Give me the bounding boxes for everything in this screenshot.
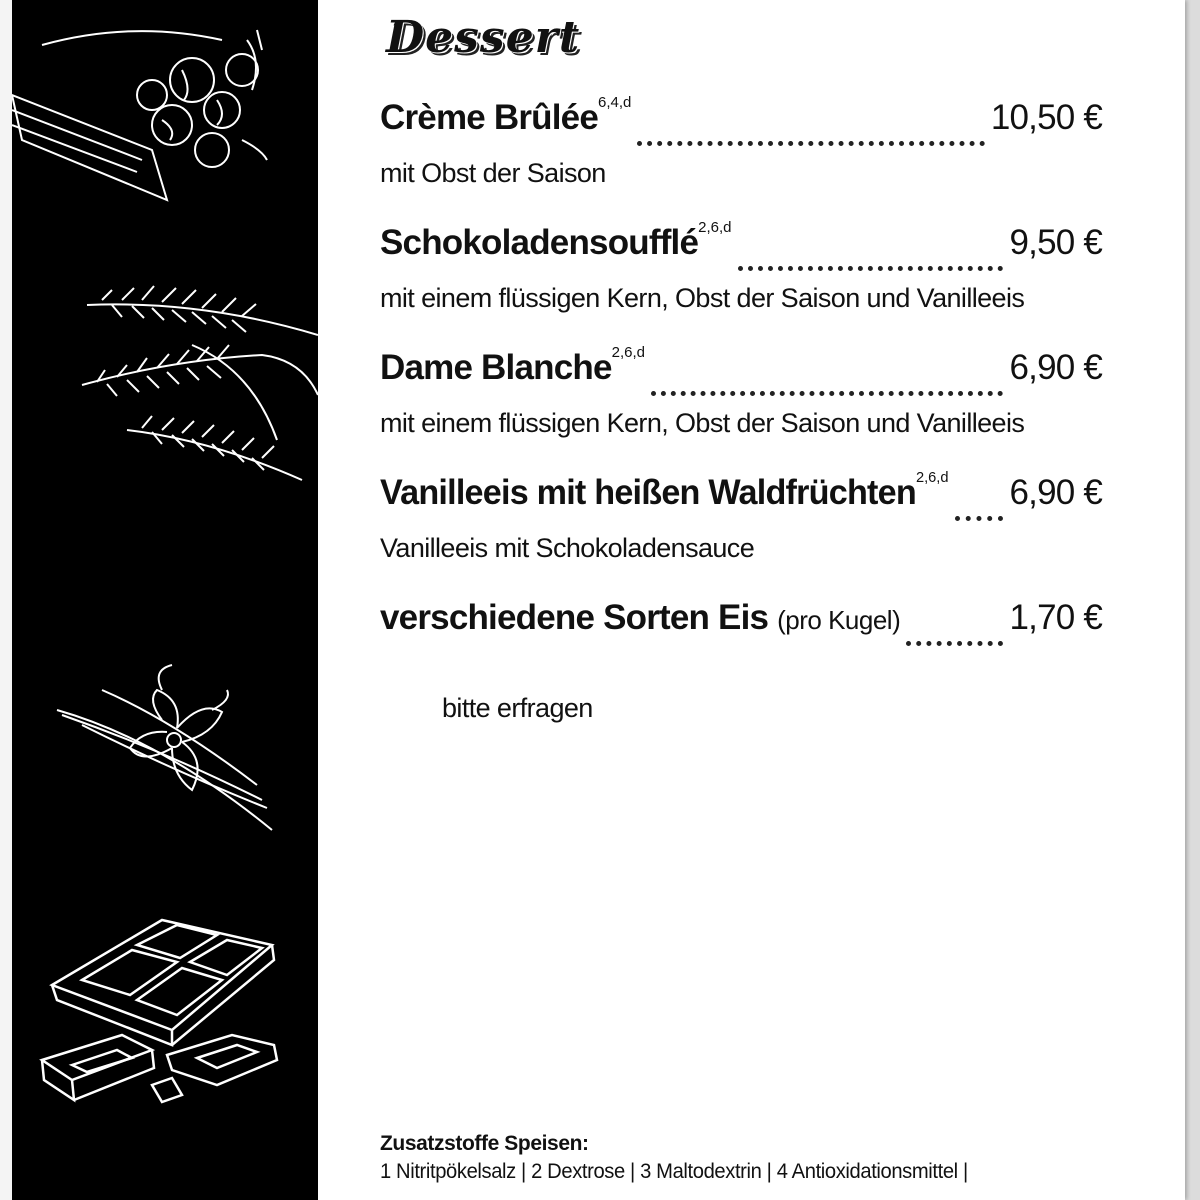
item-price: 6,90 € <box>1009 473 1102 512</box>
sidebar-illustrations <box>12 0 318 1200</box>
item-name <box>380 94 632 138</box>
item-name <box>380 344 645 388</box>
rosemary-sprig-icon <box>82 286 318 480</box>
chocolate-bar-icon <box>42 920 277 1102</box>
additives-section <box>380 1132 1140 1187</box>
flavor-footnote: bitte erfragen <box>442 693 593 723</box>
dessert-list <box>380 94 1102 723</box>
item-name-text: Dame Blanche <box>380 348 612 387</box>
item-name <box>380 469 949 513</box>
dot-leader <box>955 516 1004 521</box>
item-description: mit einem flüssigen Kern, Obst der Saison und Vanilleeis <box>380 408 1025 438</box>
allergen-codes: 6,4,d <box>598 94 632 111</box>
item-price: 1,70 € <box>1009 598 1102 637</box>
item-name-text: verschiedene Sorten Eis <box>380 598 769 637</box>
allergen-codes: 2,6,d <box>611 344 645 361</box>
allergen-codes: 2,6,d <box>698 219 732 236</box>
dot-leader <box>906 641 1003 646</box>
flower-bouquet-icon <box>12 30 267 200</box>
item-description: Vanilleeis mit Schokoladensauce <box>380 533 755 563</box>
item-price: 9,50 € <box>1009 223 1102 262</box>
additives-heading: Zusatzstoffe Speisen: <box>380 1132 589 1155</box>
menu-item-dame-blanche <box>380 344 1102 473</box>
dot-leader <box>651 391 1004 396</box>
item-price: 6,90 € <box>1009 348 1102 387</box>
item-name <box>380 219 732 263</box>
decorative-sidebar <box>12 0 318 1200</box>
unit-note: (pro Kugel) <box>777 605 901 635</box>
menu-title: Dessert <box>386 12 581 63</box>
menu-sheet <box>318 0 1185 1200</box>
additives-list: 1 Nitritpökelsalz | 2 Dextrose | 3 Maltodextrin | 4 Antioxidationsmittel | <box>380 1160 968 1183</box>
dot-leader <box>637 141 984 146</box>
item-name-text: Crème Brûlée <box>380 98 599 137</box>
menu-item-vanilleeis <box>380 469 1102 598</box>
item-price: 10,50 € <box>990 98 1102 137</box>
item-description: mit Obst der Saison <box>380 158 606 188</box>
menu-item-creme-brulee <box>380 94 1102 223</box>
item-name-text: Schokoladensoufflé <box>380 223 699 262</box>
page-margin <box>0 0 12 1200</box>
item-name-text: Vanilleeis mit heißen Waldfrüchten <box>380 473 916 512</box>
menu-item-schokoladensouffle <box>380 219 1102 348</box>
allergen-codes: 2,6,d <box>915 469 949 486</box>
item-name <box>380 598 900 638</box>
vanilla-flower-icon <box>57 665 272 830</box>
item-description: mit einem flüssigen Kern, Obst der Saison und Vanilleeis <box>380 283 1025 313</box>
dot-leader <box>738 266 1004 271</box>
